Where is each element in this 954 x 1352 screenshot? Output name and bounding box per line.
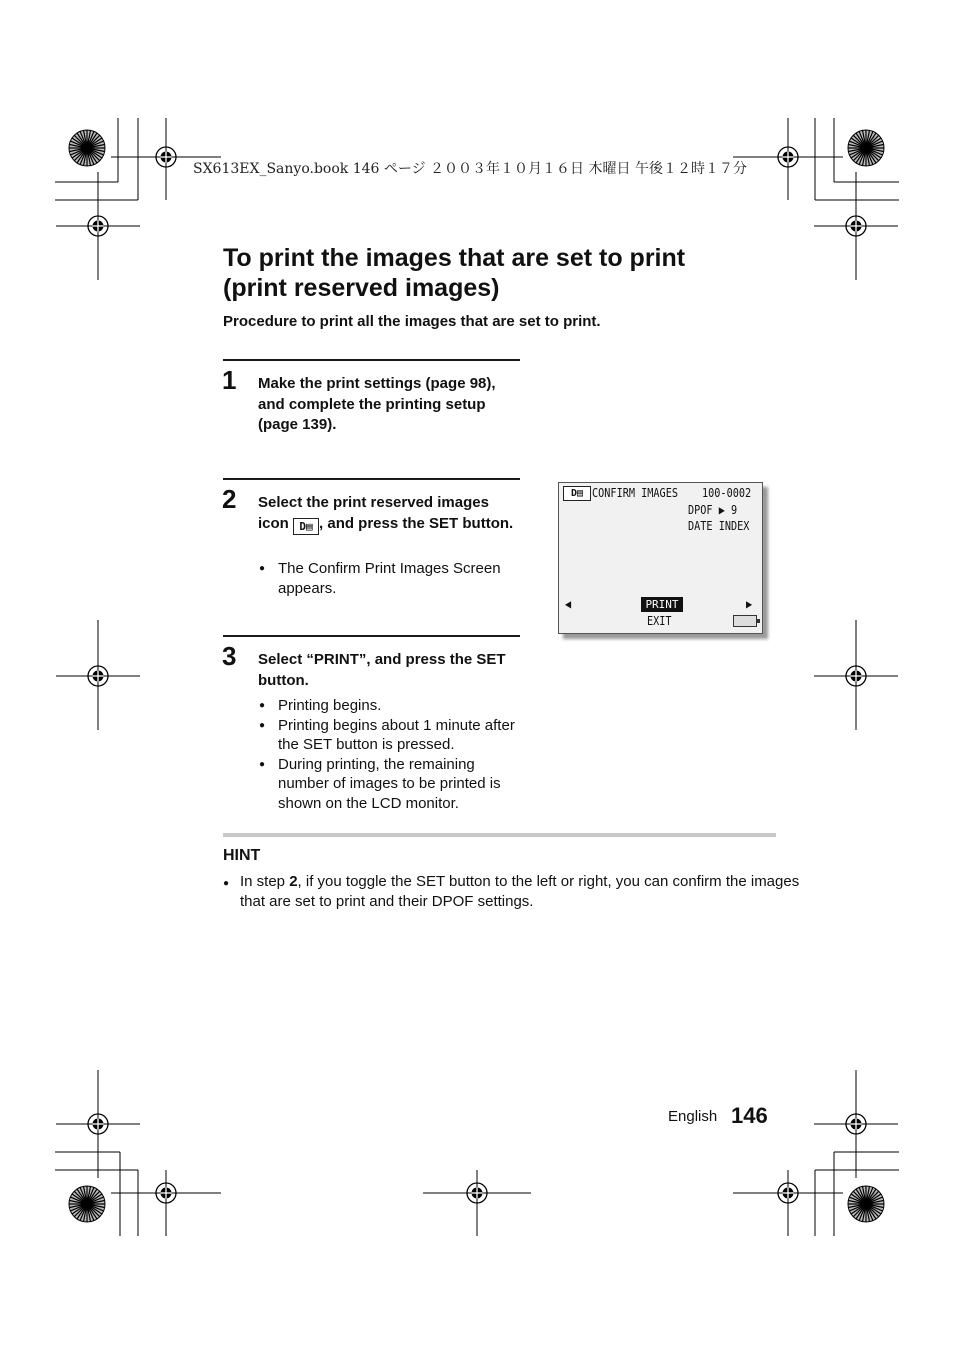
lcd-dpof-count: DPOF ▶ 9	[688, 503, 738, 517]
step-instruction	[258, 493, 523, 535]
page-number: 146	[731, 1103, 768, 1128]
bullet-item: ● Printing begins about 1 minute after the SET button is pressed.	[258, 716, 523, 755]
bullet-item: ● The Confirm Print Images Screen appears.	[258, 559, 523, 598]
step-instruction: Select “PRINT”, and press the SET button.	[258, 651, 506, 689]
lcd-confirm-images-screen	[558, 482, 763, 634]
step-number: 2	[222, 484, 237, 514]
step-number: 3	[222, 641, 237, 671]
bullet-item: ● Printing begins.	[258, 696, 523, 716]
lcd-folder-file-number: 100-0002	[702, 486, 752, 500]
left-arrow-icon: ◀	[565, 597, 572, 611]
step-number: 1	[222, 365, 237, 395]
step-instruction-part2: , and press the SET button.	[319, 514, 514, 532]
page-title-line2: (print reserved images)	[223, 274, 500, 302]
hint-text-part1: In step	[240, 873, 290, 890]
lcd-print-option: PRINT	[641, 597, 683, 612]
print-reserved-icon: D▤	[563, 486, 591, 501]
hint-text	[223, 872, 800, 912]
right-arrow-icon: ▶	[746, 597, 753, 611]
footer-language: English	[668, 1108, 718, 1125]
lcd-title: CONFIRM IMAGES	[592, 486, 678, 500]
step-2	[223, 478, 520, 620]
hint-divider	[223, 833, 776, 837]
page-title	[223, 243, 743, 303]
hint-text-part2: , if you toggle the SET button to the left or right, you can confirm the images that are set to print and their DPOF settings.	[240, 873, 800, 910]
step-bullets	[258, 696, 523, 813]
print-reserved-icon: D▤	[293, 518, 319, 535]
hint-title: HINT	[223, 847, 261, 864]
step-instruction: Make the print settings (page 98), and complete the printing setup (page 139).	[258, 375, 496, 433]
lcd-date-index: DATE INDEX	[688, 519, 750, 533]
step-3	[223, 635, 520, 817]
step-instruction-part1: Select the print reserved images icon	[258, 494, 489, 532]
battery-icon	[733, 615, 757, 627]
bullet-icon: ●	[223, 878, 230, 889]
bullet-item: ● During printing, the remaining number of images to be printed is shown on the LCD monitor.	[258, 755, 523, 814]
print-header-line: SX613EX_Sanyo.book 146 ページ ２００３年１０月１６日 木曜日 午後１２時１７分	[193, 161, 747, 177]
procedure-subtitle: Procedure to print all the images that are set to print.	[223, 313, 601, 330]
hint-step-ref: 2	[289, 873, 298, 890]
step-1	[223, 359, 520, 461]
lcd-exit-option: EXIT	[647, 614, 672, 628]
step-bullets	[258, 559, 523, 598]
page-title-line1: To print the images that are set to print	[223, 244, 686, 272]
